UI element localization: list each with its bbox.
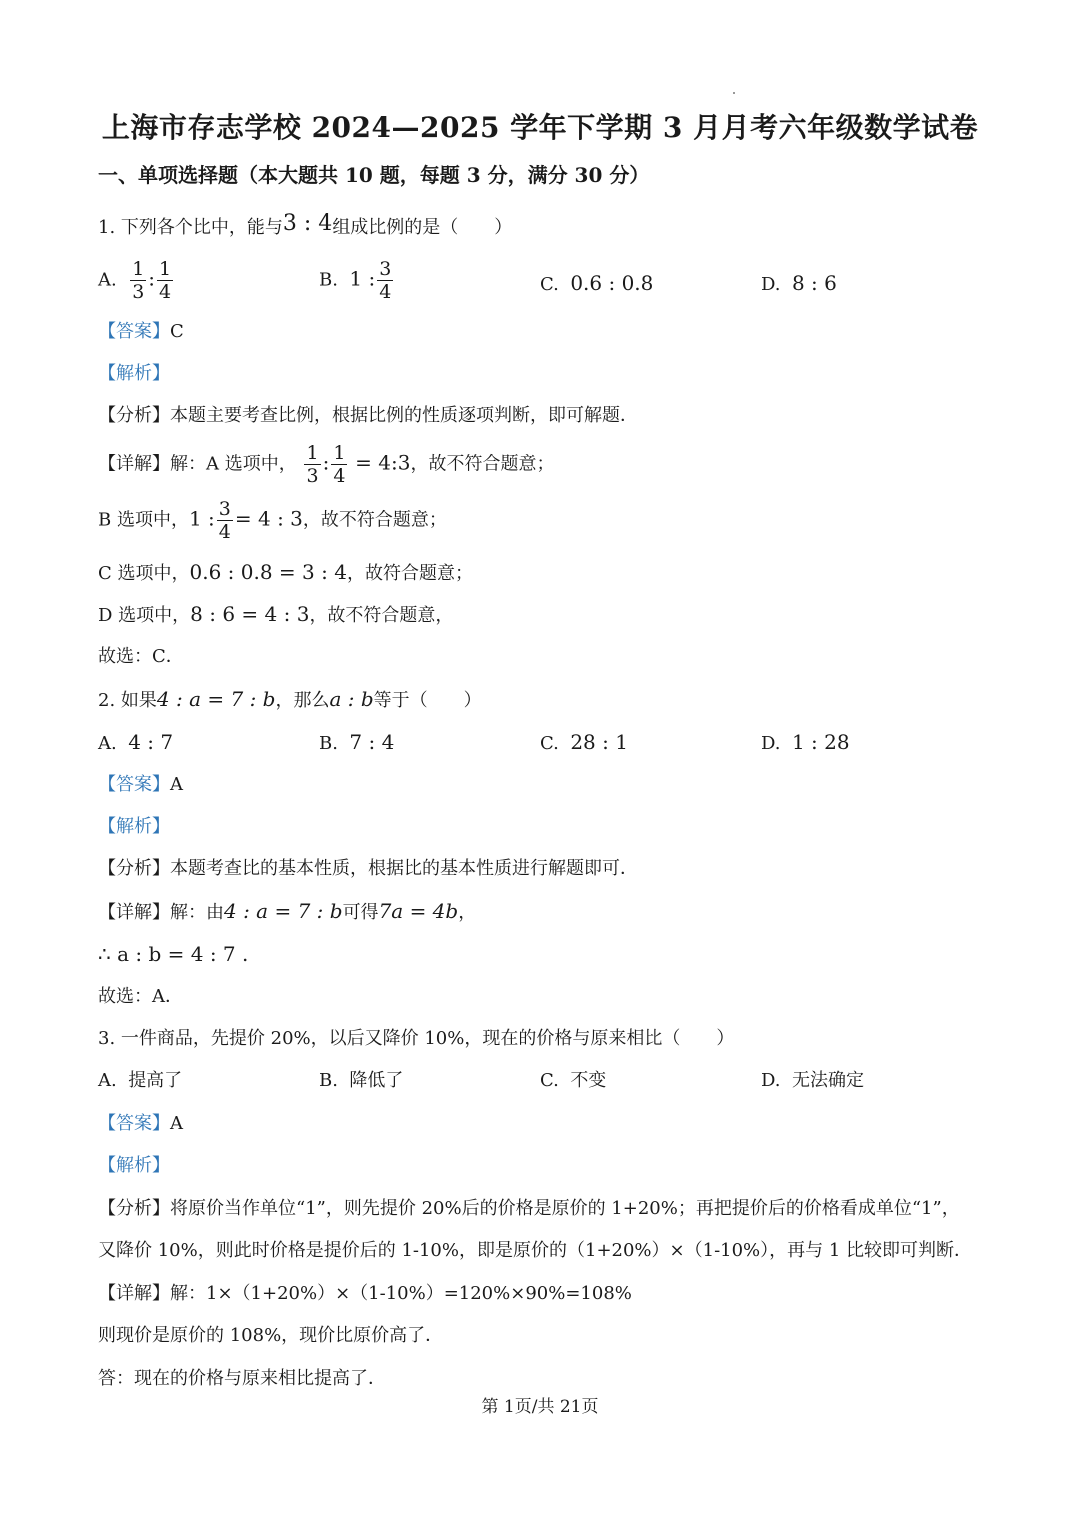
q2-stem: 2. 如果4 : a = 7 : b，那么a : b等于（ ） bbox=[98, 687, 482, 711]
q3-fenxi-line1: 【分析】将原价当作单位“1”，则先提价 20%后的价格是原价的 1+20%；再把提价后的价格看成单位“1”， bbox=[98, 1198, 960, 1219]
q3-conclusion: 则现价是原价的 108%，现价比原价高了． bbox=[98, 1325, 444, 1346]
q1-c-line: C 选项中，0.6 : 0.8 = 3 : 4，故符合题意； bbox=[98, 560, 473, 584]
q2-option-a: A. 4 : 7 bbox=[98, 730, 174, 754]
q2-option-d: D. 1 : 28 bbox=[761, 730, 850, 754]
fraction: $\frac{1}{3}$ bbox=[306, 442, 319, 487]
q1-option-b: B. 1 : $\frac{3}{4}$ bbox=[319, 258, 392, 303]
q1-option-a: A. $\frac{1}{3}$ : $\frac{1}{4}$ bbox=[98, 258, 172, 303]
q1-stem: 1. 下列各个比中，能与3 : 4组成比例的是（ ） bbox=[98, 211, 513, 238]
q1-d-line: D 选项中，8 : 6 = 4 : 3，故不符合题意， bbox=[98, 602, 454, 626]
fraction: $\frac{1}{4}$ bbox=[333, 442, 346, 487]
q1-answer: 【答案】C bbox=[98, 321, 184, 342]
q3-analysis-tag: 【解析】 bbox=[98, 1155, 170, 1176]
q3-xiangjie: 【详解】解：1×（1+20%）×（1-10%）=120%×90%=108% bbox=[98, 1283, 632, 1304]
q2-answer: 【答案】A bbox=[98, 774, 183, 795]
section-heading: 一、单项选择题（本大题共 10 题，每题 3 分，满分 30 分） bbox=[98, 163, 650, 187]
fraction: $\frac{1}{3}$ bbox=[132, 258, 145, 303]
q3-option-b: B. 降低了 bbox=[319, 1070, 404, 1091]
fraction: $\frac{1}{4}$ bbox=[159, 258, 172, 303]
q1-option-d: D. 8 : 6 bbox=[761, 271, 837, 295]
q2-option-b: B. 7 : 4 bbox=[319, 730, 395, 754]
q1-option-c: C. 0.6 : 0.8 bbox=[540, 271, 654, 295]
q2-therefore: ∴ a : b = 4 : 7 . bbox=[98, 942, 249, 966]
q2-xiangjie: 【详解】解：由4 : a = 7 : b可得7a = 4b， bbox=[98, 899, 477, 923]
q1-analysis-tag: 【解析】 bbox=[98, 363, 170, 384]
q3-option-a: A. 提高了 bbox=[98, 1070, 183, 1091]
q3-final-answer: 答：现在的价格与原来相比提高了． bbox=[98, 1368, 386, 1389]
q1-fenxi: 【分析】本题主要考查比例，根据比例的性质逐项判断，即可解题． bbox=[98, 405, 638, 426]
page-title: 上海市存志学校 2024—2025 学年下学期 3 月月考六年级数学试卷 bbox=[101, 111, 979, 144]
q3-stem: 3. 一件商品，先提价 20%，以后又降价 10%，现在的价格与原来相比（ ） bbox=[98, 1028, 735, 1049]
fraction: $\frac{3}{4}$ bbox=[379, 258, 392, 303]
q2-analysis-tag: 【解析】 bbox=[98, 816, 170, 837]
q2-fenxi: 【分析】本题考查比的基本性质，根据比的基本性质进行解题即可． bbox=[98, 858, 638, 879]
q2-choose: 故选：A． bbox=[98, 986, 183, 1007]
q3-option-c: C. 不变 bbox=[540, 1070, 607, 1091]
q3-option-d: D. 无法确定 bbox=[761, 1070, 864, 1091]
page-number: 第 1页/共 21页 bbox=[481, 1397, 599, 1417]
q2-option-c: C. 28 : 1 bbox=[540, 730, 628, 754]
speck bbox=[733, 92, 735, 94]
q1-b-line: B 选项中，1 : $\frac{3}{4}$ = 4 : 3，故不符合题意； bbox=[98, 498, 447, 543]
q1-choose: 故选：C． bbox=[98, 646, 184, 667]
q3-fenxi-line2: 又降价 10%，则此时价格是提价后的 1-10%，即是原价的（1+20%）×（1-10%），再与 1 比较即可判断． bbox=[98, 1240, 973, 1261]
fraction: $\frac{3}{4}$ bbox=[218, 498, 231, 543]
q3-answer: 【答案】A bbox=[98, 1113, 183, 1134]
q1-xiangjie: 【详解】解：A 选项中， $\frac{1}{3}$ : $\frac{1}{4}$ = 4:3，故不符合题意； bbox=[98, 442, 555, 487]
